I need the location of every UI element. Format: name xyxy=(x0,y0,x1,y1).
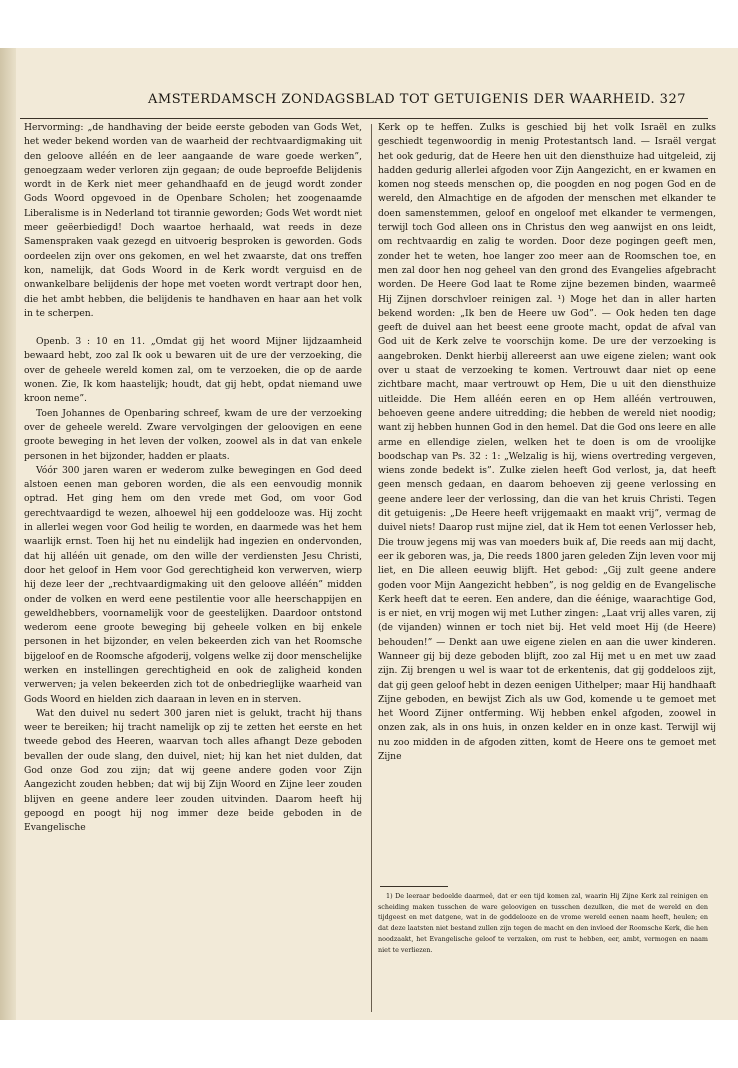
paragraph: Toen Johannes de Openbaring schreef, kwam de ure der verzoeking over de geheele wereld. Zware vervolgingen der geloovigen en eene groote beweging in het leven der volken, zoowel als in dat van enkele personen in het bijzonder, hadden er plaats. xyxy=(24,407,362,462)
footnote xyxy=(378,891,708,1003)
scripture-quote: Openb. 3 : 10 en 11. „Omdat gij het woord Mijner lijdzaamheid bewaard hebt, zoo zal Ik ook u bewaren uit de ure der verzoeking, die over de geheele wereld komen zal, om te verzoeken, die op de aarde wonen. Zie, Ik kom haastelijk; houdt, dat gij hebt, opdat niemand uwe kroon neme”. xyxy=(24,336,362,405)
left-column xyxy=(24,121,362,1015)
scanned-page xyxy=(0,48,738,1020)
paragraph: Wat den duivel nu sedert 300 jaren niet is gelukt, tracht hij thans weer te bereiken; hij tracht namelijk op zij te zetten het eerste en het tweede gebod des Heeren, waarvan toch alles afhangt Deze geboden bevallen der oude slang, den duivel, niet; hij kan het niet dulden, dat God onze God zou zijn; dat wij geene andere goden voor Zijn Aangezicht zouden hebben; dat wij bij Zijn Woord en Zijne leer zouden blijven en geene andere leer zouden uitvinden. Daarom heeft hij gepoogd en poogt hij nog immer deze beide geboden in de Evangelische xyxy=(24,707,362,834)
column-divider xyxy=(371,124,372,1012)
page-number: 327 xyxy=(659,92,686,107)
page-spine-shadow xyxy=(0,48,16,1020)
paragraph: Kerk op te heffen. Zulks is geschied bij het volk Israël en zulks geschiedt tegenwoordig in menig Protestantsch land. — Israël vergat het ook gedurig, dat de Heere hen uit den diensthuize had uitgeleid, zij hadden gedurig allerlei afgoden voor Zijn Aangezicht, en er kwamen en komen nog steeds menschen op, die poogden en nog pogen God en de wereld, den Almachtige en de afgoden der menschen met elkander te doen samenstemmen, geloof en ongeloof met elkander te vermengen, terwijl toch God alleen ons in Christus den weg aanwijst en ons leidt, om rechtvaardig en zalig te worden. Door deze pogingen geeft men, zonder het te weten, hoe langer zoo meer aan de Roomschen toe, en men zal door hen nog geheel van den grond des Evangelies afgebracht worden. De Heere God laat te Rome zijne bezemen binden, waarmeê Hij Zijnen dorschvloer reinigen zal. ¹) Moge het dan in aller harten bekend worden: „Ik ben de Heere uw God”. — Ook heden ten dage geeft de duivel aan het beest eene groote macht, opdat de afval van God uit de Kerk zelve te voorschijn kome. De ure der verzoeking is aangebroken. Denkt hierbij allereerst aan uwe eigene zielen; want ook over u staat de verzoeking te komen. Vertrouwt daar niet op eene zichtbare macht, maar vertrouwt op Hem, Die u uit den diensthuize uitleidde. Die Hem alléén eeren en op Hem alléén vertrouwen, behoeven geene andere uitredding; die hebben de wereld niet noodig; want zij hebben hunnen God in den hemel. Dat die God ons leere en alle arme en ellendige zielen, welken het te doen is om de vroolijke boodschap van Ps. 32 : 1: „Welzalig is hij, wiens overtreding vergeven, wiens zonde bedekt is”. Zulke zielen heeft God verlost, ja, dat heeft geen mensch gedaan, en daarom behoeven zij geene verlossing en geene andere leer der verlossing, dan die van het kruis Christi. Tegen dit getuigenis: „De Heere heeft vrijgemaakt en maakt vrij”, vermag de duivel niets! Daarop rust mijne ziel, dat ik Hem tot eenen Verlosser heb, Die trouw jegens mij was van moeders buik af, Die reeds aan mij dacht, eer ik geboren was, ja, Die reeds 1800 jaren geleden Zijn leven voor mij liet, en Die alleen eeuwig blijft. Het gebod: „Gij zult geene andere goden voor Mijn Aangezicht hebben”, is nog geldig en de Evangelische Kerk heeft dat te eeren. Een andere, dan die éénige, waarachtige God, is er niet, en vrij mogen wij met Luther zingen: „Laat vrij alles varen, zij (de vijanden) winnen er toch niet bij. Het veld moet Hij (de Heere) behouden!” — Denkt aan uwe eigene zielen en aan die uwer kinderen. Wanneer gij bij deze geboden blijft, zoo zal Hij met u en met uw zaad zijn. Zij brengen u wel is waar tot de erkentenis, dat gij goddeloos zijt, dat gij geen geloof hebt in dezen eenigen Uithelper; maar Hij handhaaft Zijne geboden, en bewijst Zich als uw God, komende u te gemoet met het Woord Zijner ontferming. Wij hebben enkel afgoden, zoowel in onzen zak, als in ons huis, in onzen kelder en in onze kast. Terwijl wij nu zoo midden in de afgoden zitten, komt de Heere ons te gemoet met Zijne xyxy=(378,122,716,763)
paragraph: Hervorming: „de handhaving der beide eerste geboden van Gods Wet, het weder bekend worden van de waarheid der rechtvaardigmaking uit den geloove alléén en de leer aangaande de ware goede werken”, genoegzaam weder verloren zijn gegaan; de oude beproefde Belijdenis wordt in de Kerk niet meer gehandhaafd en de jeugd wordt zonder Gods Woord opgevoed in de Openbare Scholen; het zoogenaamde Liberalisme is in Nederland tot tirannie geworden; Gods Wet wordt niet meer geëerbiedigd! Doch waartoe herhaald, wat reeds in deze Samenspraken vaak gezegd en uitvoerig besproken is geworden. Gods oordeelen zijn over ons gekomen, en wel het zwaarste, dat ons treffen kon, namelijk, dat Gods Woord in de Kerk wordt verguisd en de onwankelbare belijdenis der hope met voeten wordt vertrapt door hen, die het ambt hebben, die belijdenis te handhaven en haar aan het volk in te scherpen. xyxy=(24,122,362,319)
paragraph: Vóór 300 jaren waren er wederom zulke bewegingen en God deed alstoen eenen man geboren worden, die als een eenvoudig monnik optrad. Het ging hem om den vrede met God, om voor God gerechtvaardigd te wezen, alhoewel hij een goddelooze was. Hij zocht in allerlei wegen voor God heilig te worden, en daarmede was het hem waarlijk ernst. Toen hij het nu eindelijk had ingezien en ondervonden, dat hij alléén uit genade, om den wille der verdiensten Jesu Christi, door het geloof in Hem voor God gerechtigheid kon verwerven, wierp hij deze leer der „rechtvaardigmaking uit den geloove alléén” midden onder de volken en werd eene pestilentie voor alle heerschappijen en geweldhebbers, voornamelijk voor de geestelijken. Daardoor ontstond wederom eene groote beweging bij geheele volken en bij enkele personen in het bijzonder, en velen bekeerden zich van het Roomsche bijgeloof en de Roomsche afgoderij, volgens welke zij door menschelijke werken en instellingen gerechtigheid en ook de zaligheid konden verwerven; ja velen bekeerden zich tot de onbedrieglijke waarheid van Gods Woord en hielden zich daaraan in leven en in sterven. xyxy=(24,464,362,705)
footnote-text: 1) De leeraar bedoelde daarmeê, dat er een tijd komen zal, waarin Hij Zijne Kerk zal reinigen en scheiding maken tusschen de ware geloovigen en tusschen dezulken, die met de wereld en den tijdgeest en met datgene, wat in de goddelooze en de vrome wereld eenen naam heeft, heulen; en dat deze laatsten niet bestand zullen zijn tegen de macht en den invloed der Roomsche Kerk, die hen noodzaakt, het Evangelische geloof te verzaken, om rust te hebben, eer, ambt, vermogen en naam niet te verliezen. xyxy=(378,892,708,954)
running-title: AMSTERDAMSCH ZONDAGSBLAD TOT GETUIGENIS DER WAARHEID. xyxy=(148,92,656,107)
header-rule xyxy=(20,118,708,119)
right-column xyxy=(378,121,716,845)
page-header xyxy=(96,92,686,110)
footnote-rule xyxy=(380,886,448,887)
